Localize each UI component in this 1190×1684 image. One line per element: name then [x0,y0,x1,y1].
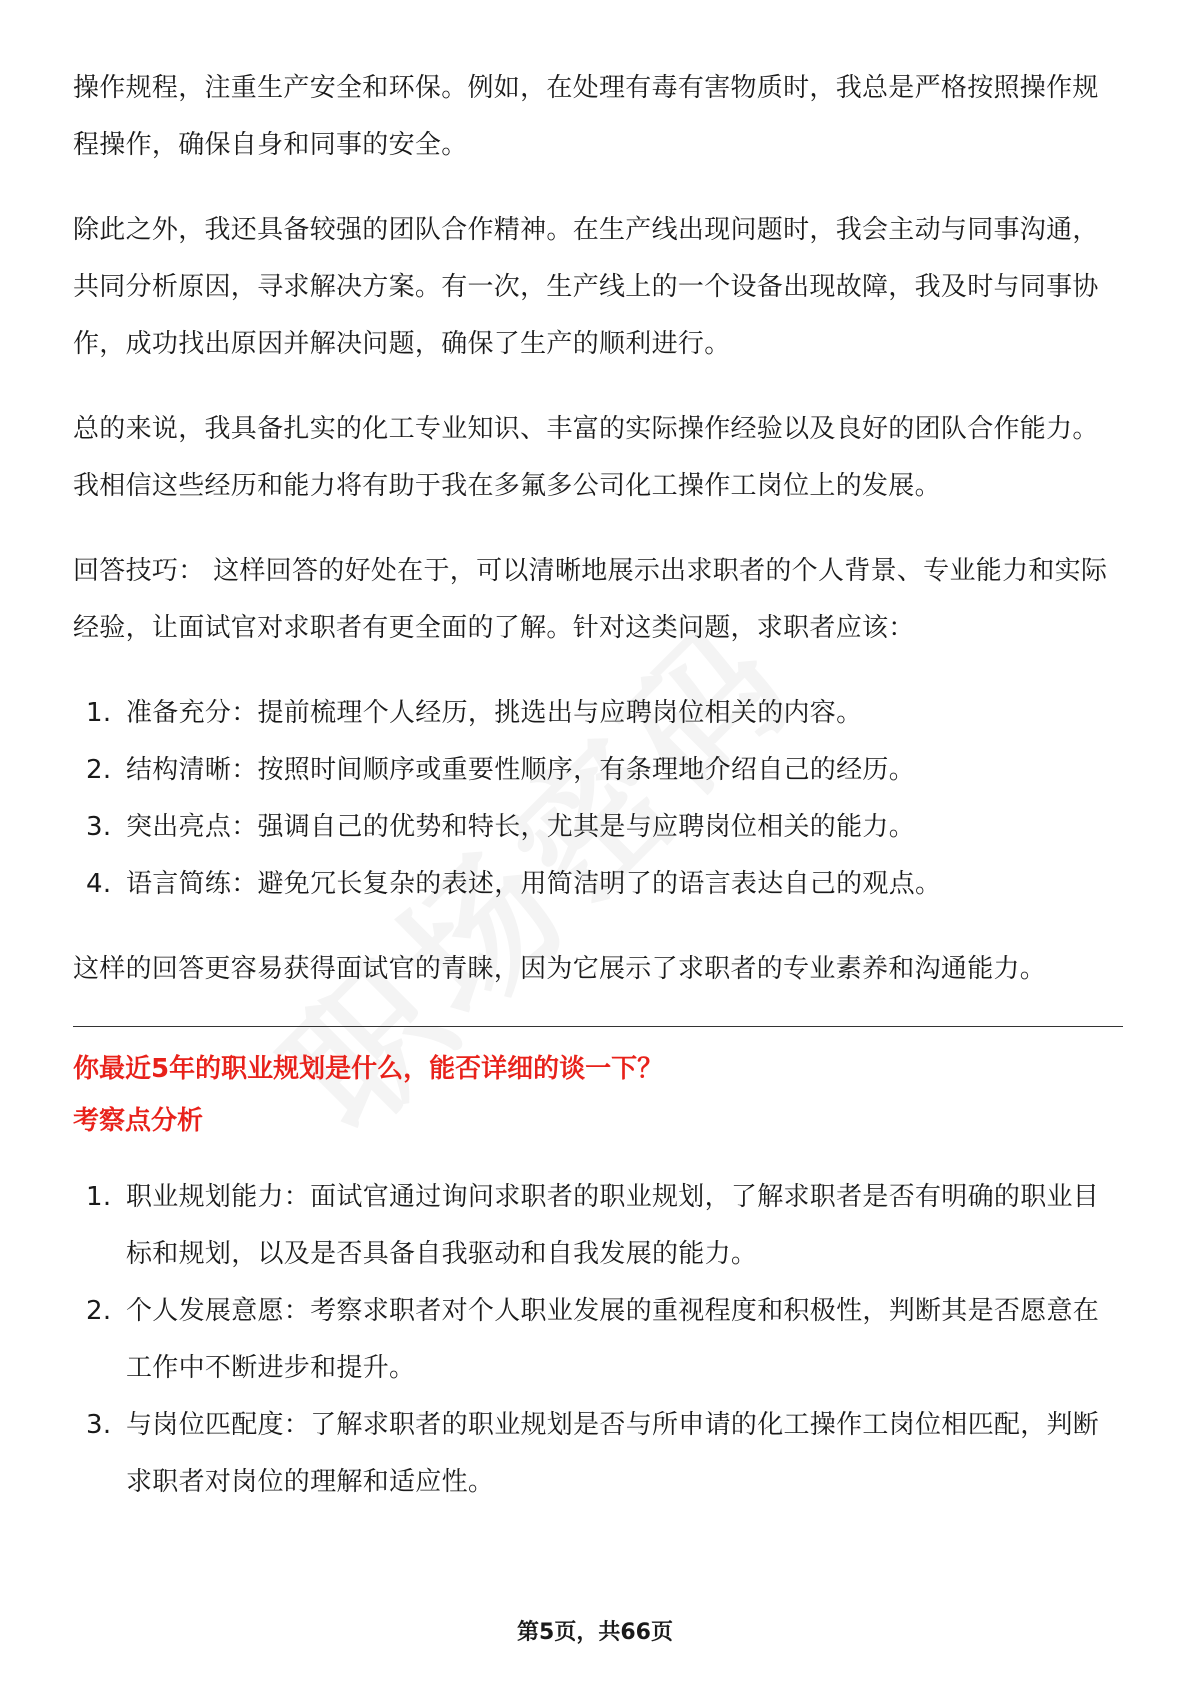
analysis-list [73,1169,1123,1511]
list-item [73,1397,1123,1511]
list-text: 个人发展意愿：考察求职者对个人职业发展的重视程度和积极性，判断其是否愿意在工作中不断进步和提升。 [126,1296,1100,1383]
list-text: 准备充分：提前梳理个人经历，挑选出与应聘岗位相关的内容。 [126,698,863,728]
list-text: 语言简练：避免冗长复杂的表述，用简洁明了的语言表达自己的观点。 [126,869,942,899]
answer-tips-paragraph: 回答技巧： 这样回答的好处在于，可以清晰地展示出求职者的个人背景、专业能力和实际经验，让面试官对求职者有更全面的了解。针对这类问题，求职者应该： [73,556,1108,643]
list-text: 突出亮点：强调自己的优势和特长，尤其是与应聘岗位相关的能力。 [126,812,916,842]
list-number: 3. [86,812,112,842]
list-text: 结构清晰：按照时间顺序或重要性顺序，有条理地介绍自己的经历。 [126,755,916,785]
list-number: 2. [86,755,112,785]
tips-list [73,685,1123,913]
list-number: 3. [86,1410,112,1440]
list-item [73,685,1123,742]
list-number: 1. [86,698,112,728]
analysis-heading: 考察点分析 [73,1106,204,1136]
list-text: 职业规划能力：面试官通过询问求职者的职业规划，了解求职者是否有明确的职业目标和规划，以及是否具备自我驱动和自我发展的能力。 [126,1182,1100,1269]
list-item [73,856,1123,913]
closing-paragraph: 这样的回答更容易获得面试官的青睐，因为它展示了求职者的专业素养和沟通能力。 [73,954,1047,984]
page-number: 第5页，共66页 [517,1620,673,1645]
list-text: 与岗位匹配度：了解求职者的职业规划是否与所申请的化工操作工岗位相匹配，判断求职者对岗位的理解和适应性。 [126,1410,1100,1497]
list-number: 2. [86,1296,112,1326]
question-title: 你最近5年的职业规划是什么，能否详细的谈一下？ [73,1054,664,1084]
list-item [73,1283,1123,1397]
paragraph: 除此之外，我还具备较强的团队合作精神。在生产线出现问题时，我会主动与同事沟通，共同分析原因，寻求解决方案。有一次，生产线上的一个设备出现故障，我及时与同事协作，成功找出原因并解决问题，确保了生产的顺利进行。 [73,215,1099,359]
list-item [73,1169,1123,1283]
list-item [73,799,1123,856]
document-body [73,60,1123,1539]
section-divider [73,1026,1123,1027]
list-number: 4. [86,869,112,899]
paragraph: 操作规程，注重生产安全和环保。例如，在处理有毒有害物质时，我总是严格按照操作规程操作，确保自身和同事的安全。 [73,73,1099,160]
list-number: 1. [86,1182,112,1212]
list-item [73,742,1123,799]
paragraph: 总的来说，我具备扎实的化工专业知识、丰富的实际操作经验以及良好的团队合作能力。我相信这些经历和能力将有助于我在多氟多公司化工操作工岗位上的发展。 [73,414,1099,501]
